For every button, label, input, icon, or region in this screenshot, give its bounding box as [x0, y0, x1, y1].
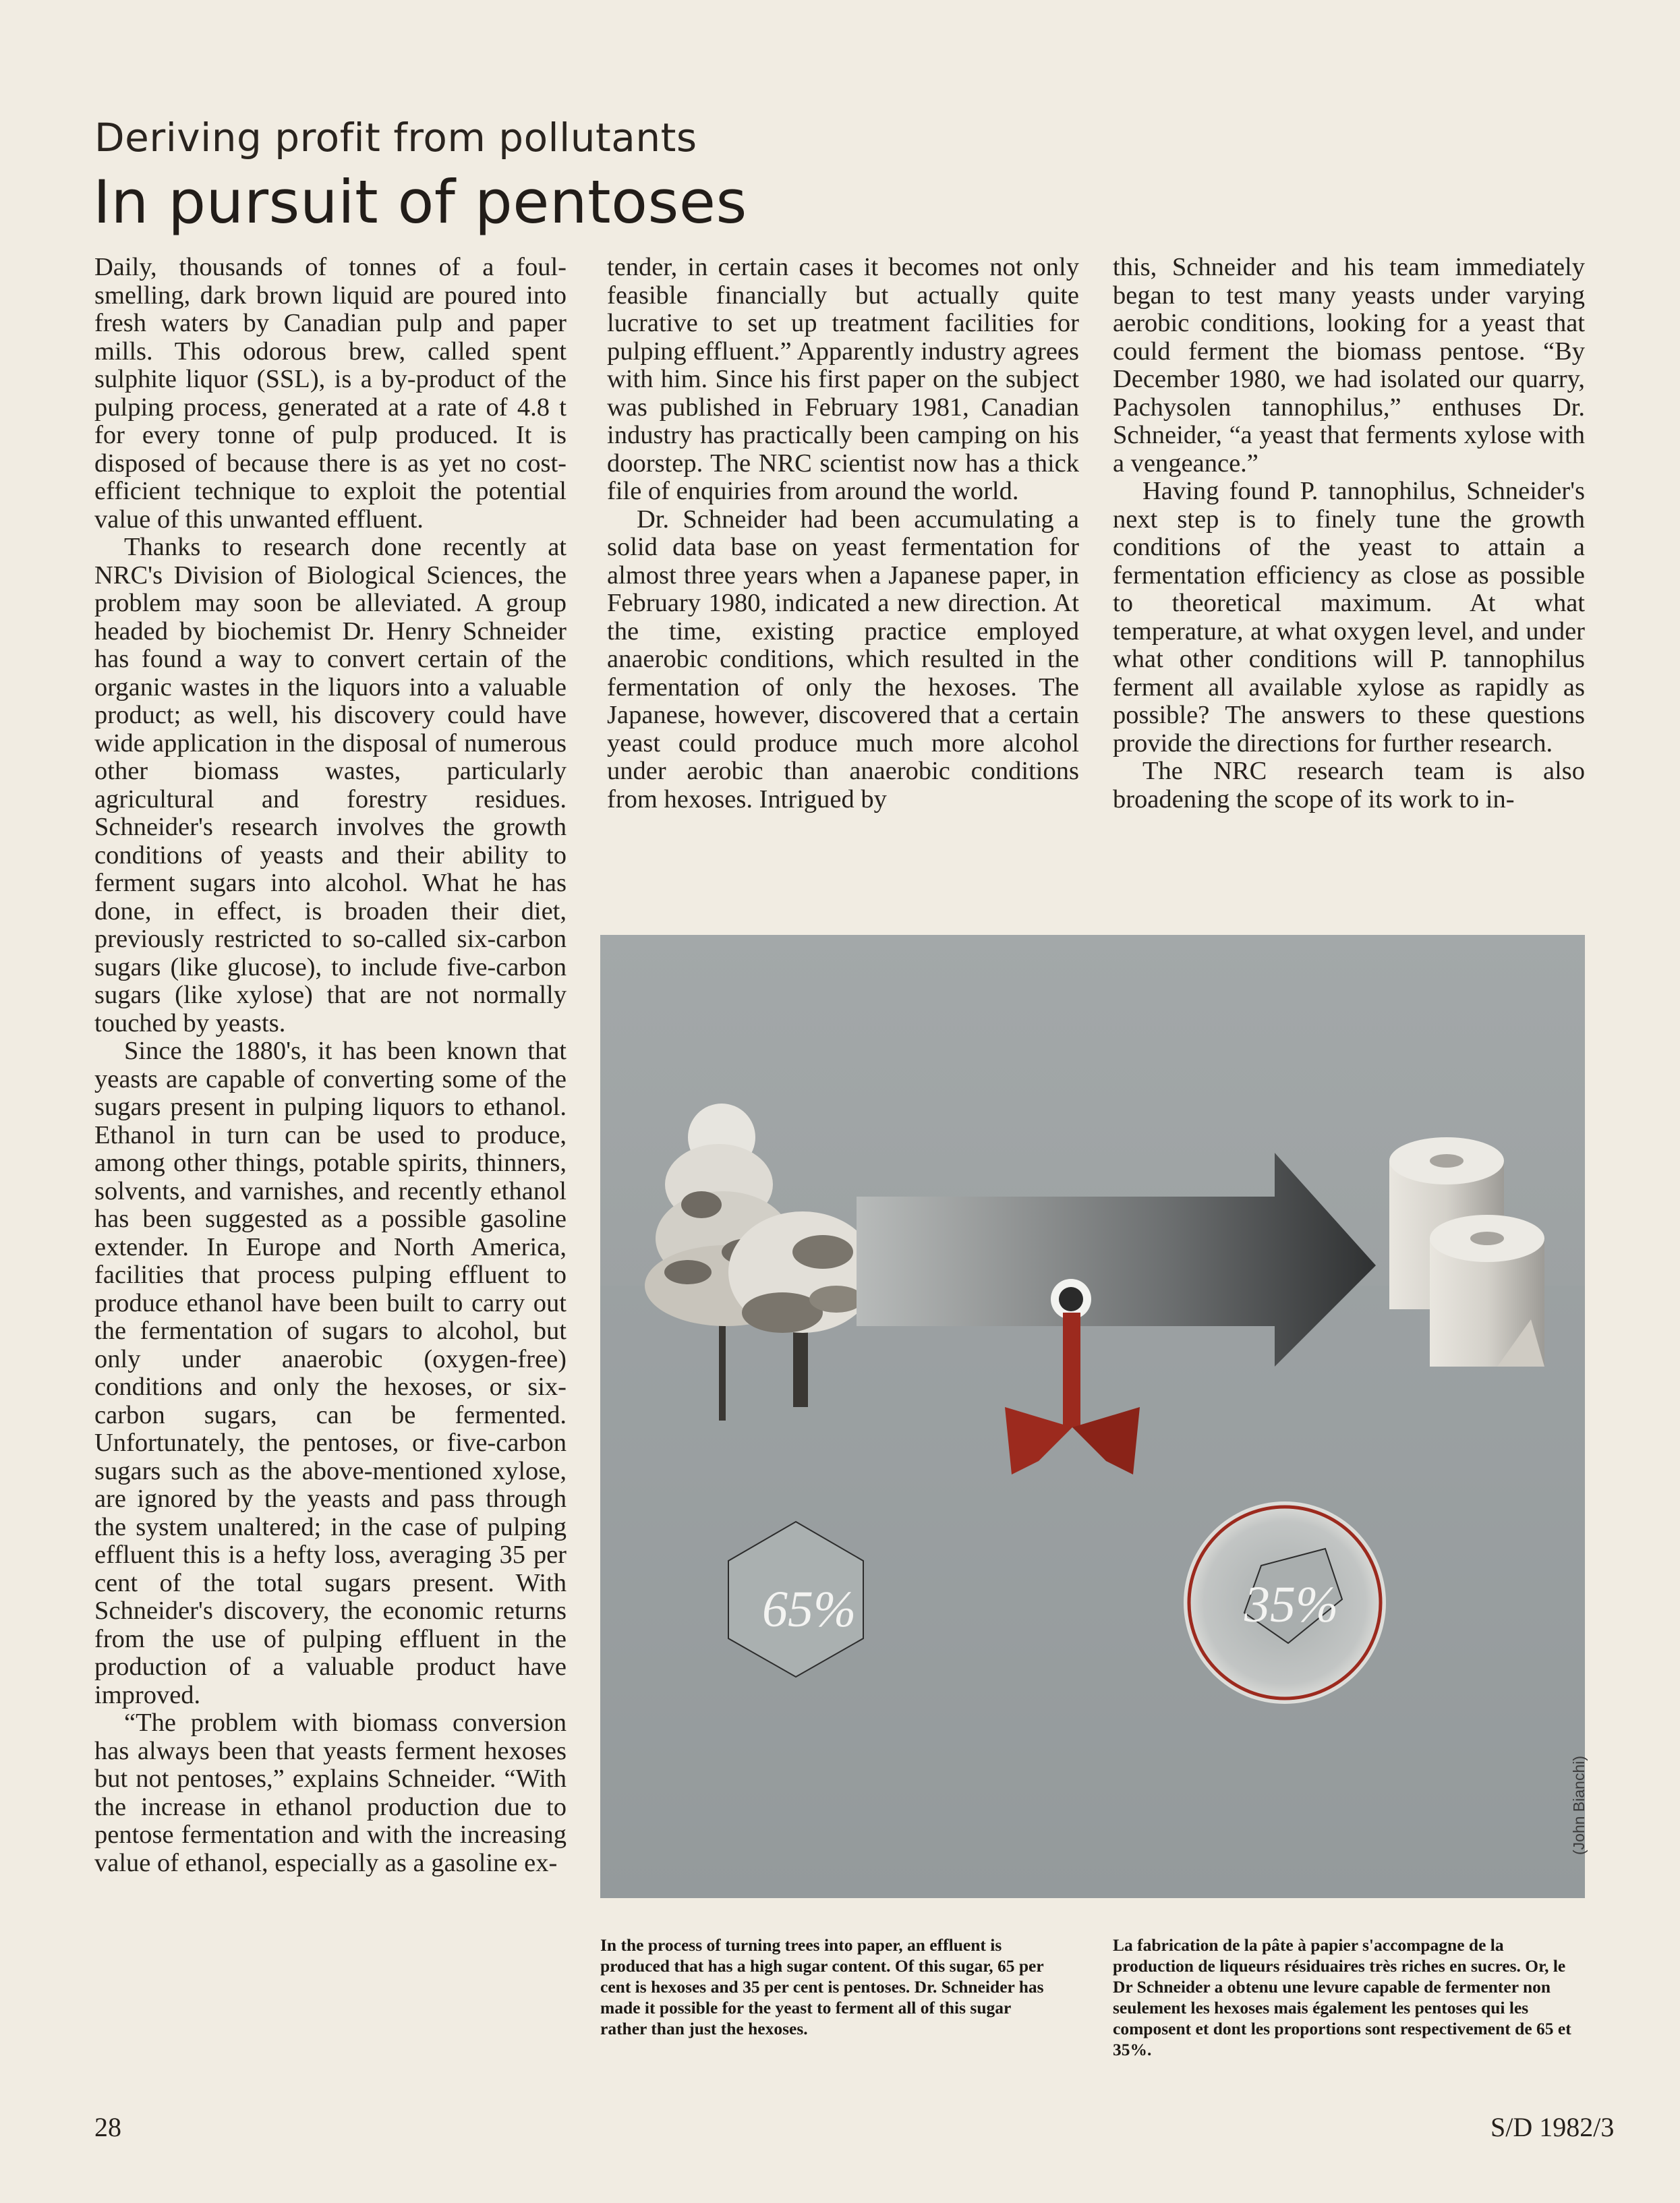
pentoses-percent-label: 35% — [1244, 1576, 1339, 1633]
article-column-3 — [1113, 254, 1585, 813]
article-column-1 — [94, 254, 567, 1877]
paragraph: Daily, thousands of tonnes of a foul-smelling, dark brown liquid are poured into fresh waters by Canadian pulp and paper mills. This odorous brew, called spent sulphite liquor (SSL), is a by-product of the pulping process, generated at a rate of 4.8 t for every tonne of pulp produced. It is disposed of because there is as yet no cost-efficient technique to exploit the potential value of this unwanted effluent. — [94, 253, 567, 534]
illustration-credit: (John Bianchi) — [1570, 1755, 1588, 1855]
caption-english: In the process of turning trees into paper, an effluent is produced that has a high sugar content. Of this sugar, 65 per cent is hexoses and 35 per cent is pentoses. Dr. Schneider has made it possible for the yeast to ferment all of this sugar rather than just the hexoses. — [600, 1935, 1044, 2038]
article-title: In pursuit of pentoses — [93, 167, 747, 237]
page-number: 28 — [94, 2112, 121, 2142]
paragraph: this, Schneider and his team immediately began to test many yeasts under varying aerobic conditions, looking for a yeast that could ferment the biomass pentose. “By December 1980, we had isolated our quarry, Pachysolen tannophilus,” enthuses Dr. Schneider, “a yeast that ferments xylose with a vengeance.” — [1113, 253, 1585, 478]
paragraph: “The problem with biomass conversion has always been that yeasts ferment hexoses but not pentoses,” explains Schneider. “With the increase in ethanol production due to pentose fermentation and with the increasing value of ethanol, especially as a gasoline ex- — [94, 1709, 567, 1877]
article-kicker: Deriving profit from pollutants — [94, 115, 697, 161]
hexoses-percent-label: 65% — [762, 1581, 857, 1638]
paragraph: The NRC research team is also broadening the scope of its work to in- — [1113, 757, 1585, 813]
illustration-trees-to-sugars — [600, 935, 1585, 1898]
paragraph: Having found P. tannophilus, Schneider's next step is to finely tune the growth conditions of the yeast to attain a fermentation efficiency as close as possible to theoretical maximum. At what temperature, at what oxygen level, and under what other conditions will P. tannophilus ferment all available xylose as rapidly as possible? The answers to these questions provide the directions for further research. — [1113, 477, 1585, 757]
issue-label: S/D 1982/3 — [1490, 2112, 1615, 2142]
paragraph: tender, in certain cases it becomes not only feasible financially but actually quite lucrative to set up treatment facilities for pulping effluent.” Apparently industry agrees with him. Since his first paper on the subject was published in February 1981, Canadian industry has practically been camping on his doorstep. The NRC scientist now has a thick file of enquiries from around the world. — [607, 253, 1079, 505]
pentoses-circle — [1184, 1501, 1386, 1704]
article-column-2 — [607, 254, 1079, 813]
paragraph: Since the 1880's, it has been known that yeasts are capable of converting some of the sugars present in pulping liquors to ethanol. Ethanol in turn can be used to produce, among other things, potable spirits, thinners, solvents, and varnishes, and recently ethanol has been suggested as a possible gasoline extender. In Europe and North America, facilities that process pulping effluent to produce ethanol have been built to carry out the fermentation of sugars to alcohol, but only under anaerobic (oxygen-free) conditions and only the hexoses, or six-carbon sugars, can be fermented. Unfortunately, the pentoses, or five-carbon sugars such as the above-mentioned xylose, are ignored by the yeasts and pass through the system unaltered; in the case of pulping effluent this is a hefty loss, averaging 35 per cent of the total sugars present. With Schneider's discovery, the economic returns from the use of pulping effluent in the production of a valuable product have improved. — [94, 1037, 567, 1709]
paragraph: Dr. Schneider had been accumulating a solid data base on yeast fermentation for almost three years when a Japanese paper, in February 1980, indicated a new direction. At the time, existing practice employed anaerobic conditions, which resulted in the fermentation of only the hexoses. The Japanese, however, discovered that a certain yeast could produce much more alcohol under aerobic than anaerobic conditions from hexoses. Intrigued by — [607, 505, 1079, 813]
paragraph: Thanks to research done recently at NRC's Division of Biological Sciences, the problem may soon be alleviated. A group headed by biochemist Dr. Henry Schneider has found a way to convert certain of the organic wastes in the liquors into a valuable product; as well, his discovery could have wide application in the disposal of numerous other biomass wastes, particularly agricultural and forestry residues. Schneider's research involves the growth conditions of yeasts and their ability to ferment sugars into alcohol. What he has done, in effect, is broaden their diet, previously restricted to so-called six-carbon sugars (like glucose), to include five-carbon sugars (like xylose) that are not normally touched by yeasts. — [94, 533, 567, 1037]
caption-french: La fabrication de la pâte à papier s'accompagne de la production de liqueurs résiduaires très riches en sucres. Or, le Dr Schneider a obtenu une levure capable de fermenter non seulement les hexoses mais également les pentoses qui les composent et dont les proportions sont respectivement de 65 et 35%. — [1113, 1935, 1571, 2059]
